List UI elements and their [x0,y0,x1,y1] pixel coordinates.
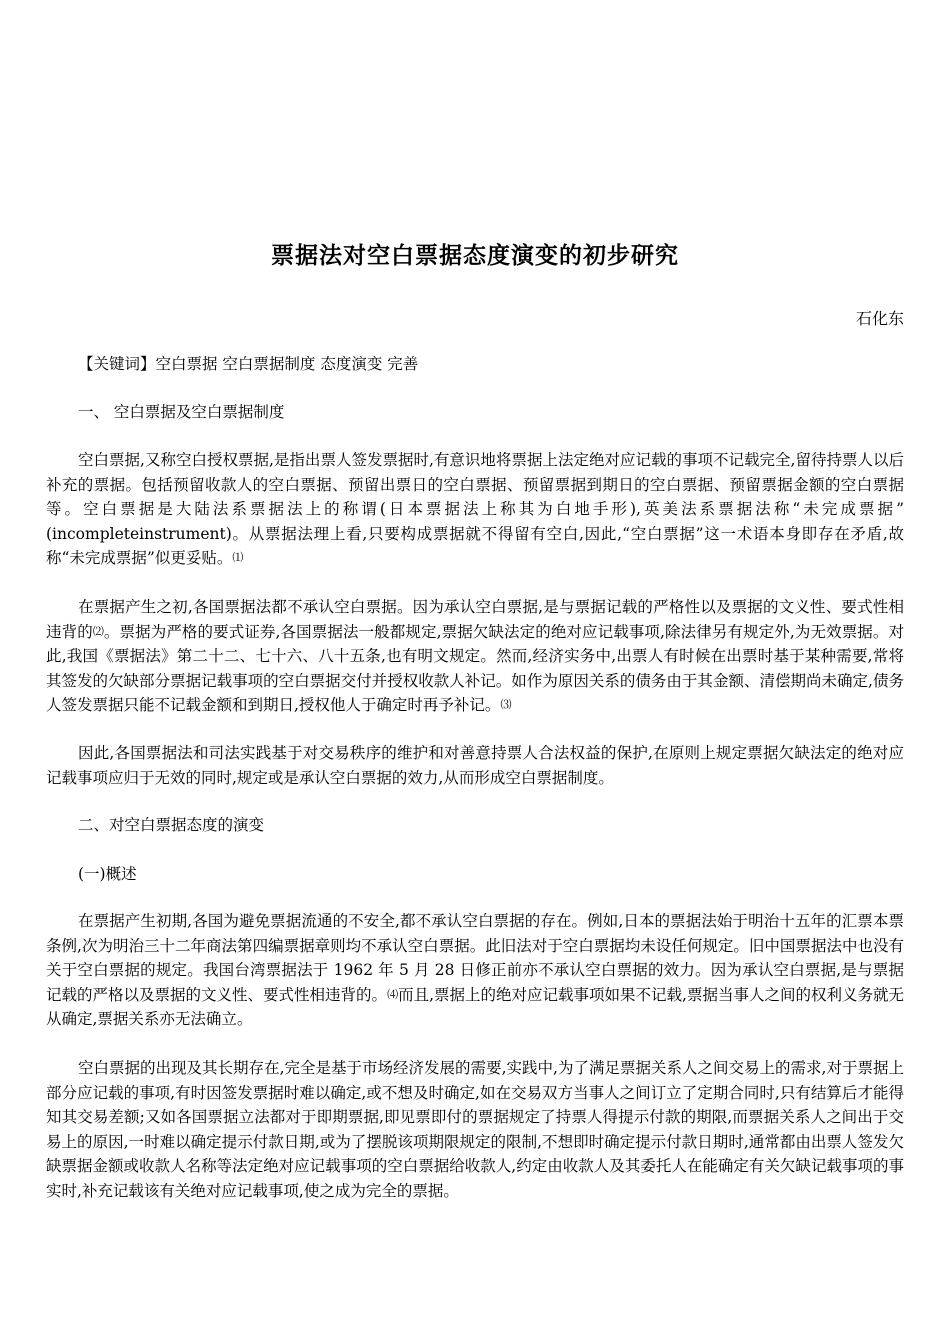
document-title: 票据法对空白票据态度演变的初步研究 [271,242,679,269]
keywords-line: 【关键词】空白票据 空白票据制度 态度演变 完善 [78,355,419,373]
footnote-ref-2: ⑵ [92,624,104,638]
paragraph-2-text-a: 在票据产生之初,各国票据法都不承认空白票据。因为承认空白票据,是与票据记载的严格性以及票据的文义性、要式性相违背的 [46,598,904,641]
paragraph-5: 空白票据的出现及其长期存在,完全是基于市场经济发展的需要,实践中,为了满足票据关系人之间交易上的需求,对于票据上部分应记载的事项,有时因签发票据时难以确定,或不想及时确定,如在交易双方当事人之间订立了定期合同时,只有结算后才能得知其交易差额;又如各国票据立法都对于即期票据,即见票即付的票据规定了持票人得提示付款的期限,而票据关系人之间出于交易上的原因,一时难以确定提示付款日期,或为了摆脱该项期限规定的限制,不想即时确定提示付款日期时,通常都由出票人签发欠缺票据金额或收款人名称等法定绝对应记载事项的空白票据给收款人,约定由收款人及其委托人在能确定有关欠缺记载事项的事实时,补充记载该有关绝对应记载事项,使之成为完全的票据。 [46,1059,904,1200]
footnote-ref-4: ⑷ [387,987,399,1001]
paragraph-4-text-a: 在票据产生初期,各国为避免票据流通的不安全,都不承认空白票据的存在。例如,日本的票据法始于明治十五年的汇票本票条例,次为明治三十二年商法第四编票据章则均不承认空白票据。此旧法对于空白票据均未设任何规定。旧中国票据法中也没有关于空白票据的规定。我国台湾票据法于 1962 年 5 月 28 日修正前亦不承认空白票据的效力。因为承认空白票据,是与票据记载的严格以及票据的文义性、要式性相违背的。 [46,912,904,1004]
section-heading-1: 一、 空白票据及空白票据制度 [78,403,285,421]
paragraph-4-text-b: 而且,票据上的绝对应记载事项如果不记载,票据当事人之间的权利义务就无从确定,票据关系亦无法确立。 [46,985,905,1028]
paragraph-1-text: 空白票据,又称空白授权票据,是指出票人签发票据时,有意识地将票据上法定绝对应记载的事项不记载完全,留待持票人以后补充的票据。包括预留收款人的空白票据、预留出票日的空白票据、预留票据到期日的空白票据、预留票据金额的空白票据等。空白票据是大陆法系票据法上的称谓(日本票据法上称其为白地手形),英美法系票据法称“未完成票据” (incompleteinstrument)。从票据法理上看,只要构成票据就不得留有空白,因此,“空白票据”这一术语本身即存在矛盾,故称“未完成票据”似更妥贴。 [46,451,904,567]
paragraph-1 [46,448,904,571]
footnote-ref-3: ⑶ [500,698,512,711]
section-heading-2: 二、对空白票据态度的演变 [78,816,265,834]
author-name: 石化东 [855,309,904,328]
footnote-ref-1: ⑴ [232,551,244,564]
paragraph-4 [46,909,904,1032]
paragraph-2 [46,595,904,718]
paragraph-3: 因此,各国票据法和司法实践基于对交易秩序的维护和对善意持票人合法权益的保护,在原则上规定票据欠缺法定的绝对应记载事项应归于无效的同时,规定或是承认空白票据的效力,从而形成空白票据制度。 [46,744,904,787]
paragraph-2-text-b: 。票据为严格的要式证券,各国票据法一般都规定,票据欠缺法定的绝对应记载事项,除法律另有规定外,为无效票据。对此,我国《票据法》第二十二、七十六、八十五条,也有明文规定。然而,经济实务中,出票人有时候在出票时基于某种需要,常将其签发的欠缺部分票据记载事项的空白票据交付并授权收款人补记。如作为原因关系的债务由于其金额、清偿期尚未确定,债务人签发票据只能不记载金额和到期日,授权他人于确定时再予补记。 [46,622,904,714]
subsection-heading-1: (一)概述 [78,865,137,883]
